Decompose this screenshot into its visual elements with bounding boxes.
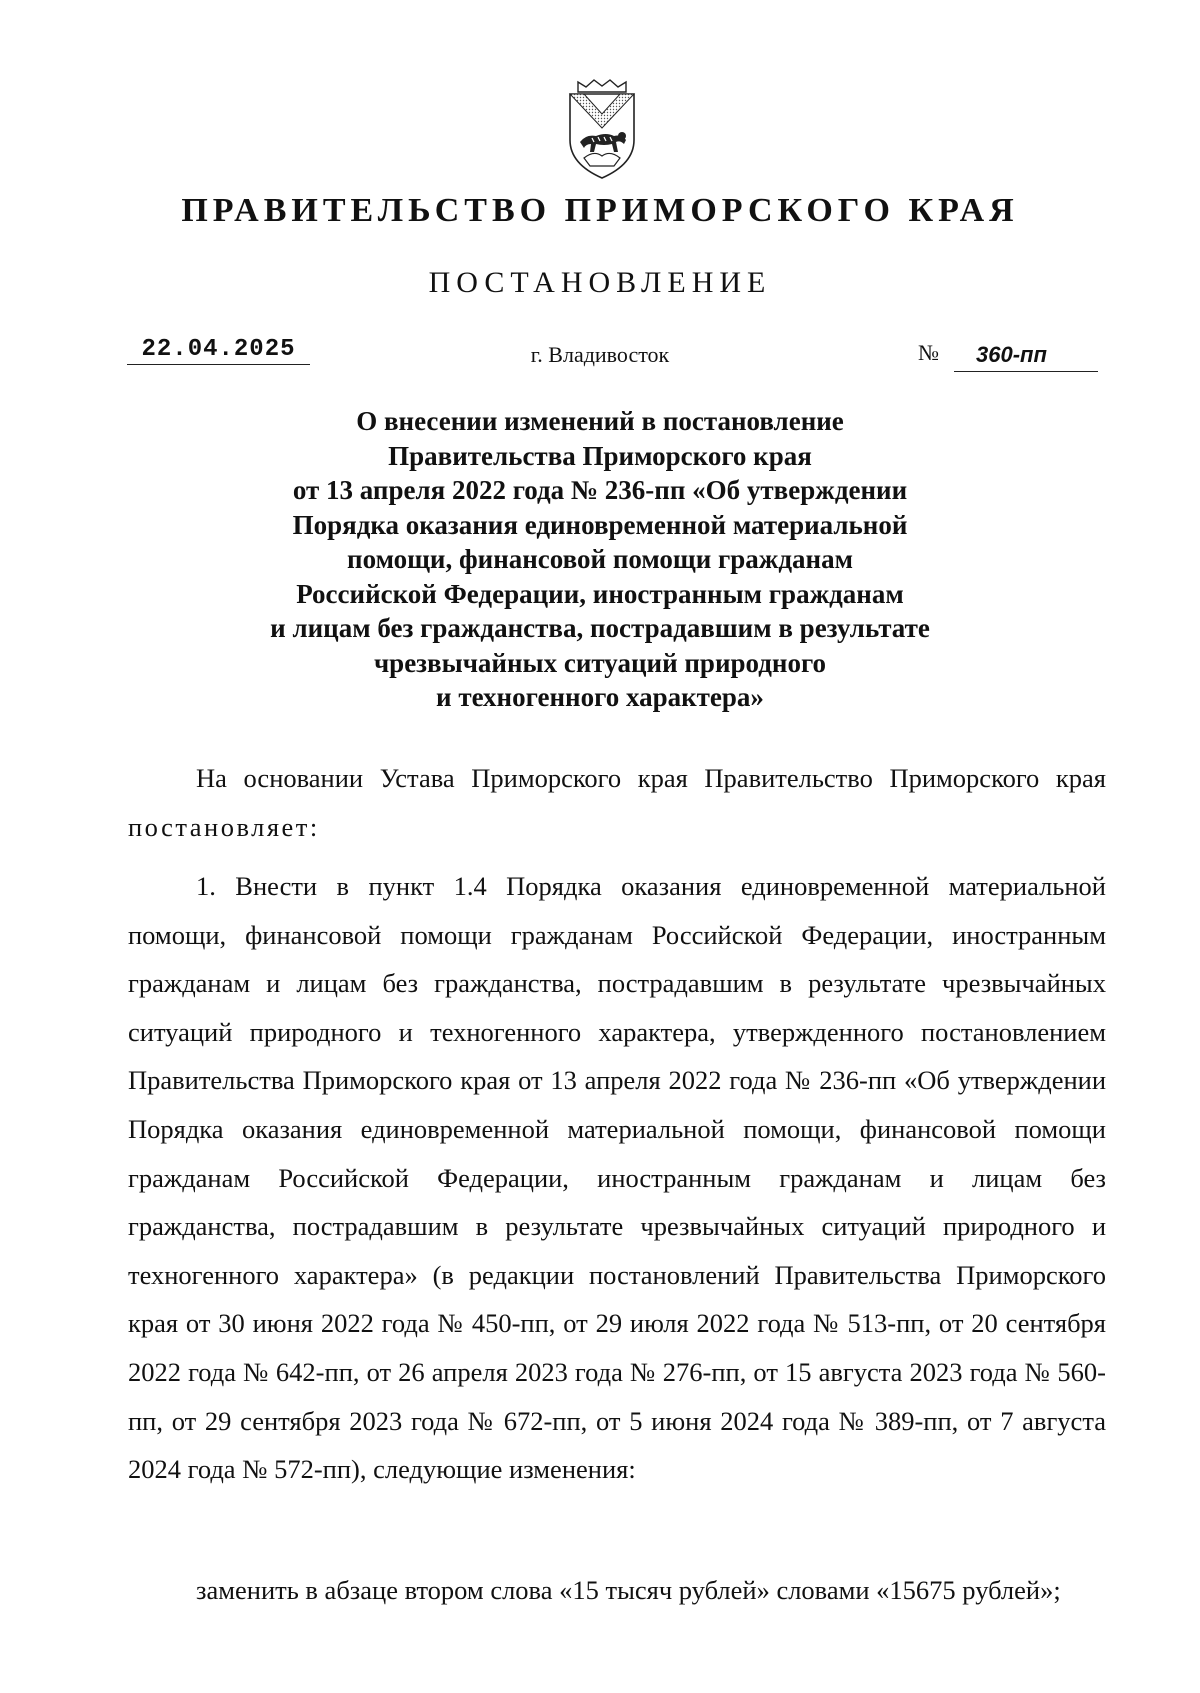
change-1-paragraph: заменить в абзаце втором слова «15 тысяч рублей» словами «15675 рублей»; [196, 1575, 1061, 1605]
preamble-paragraph [128, 754, 1106, 851]
heading-line: чрезвычайных ситуаций природного [373, 647, 827, 678]
heading-line: помощи, финансовой помощи гражданам [347, 544, 853, 574]
item-1-paragraph: 1. Внести в пункт 1.4 Порядка оказания единовременной материальной помощи, финансовой помощи гражданам Российской Федерации, иностранным гражданам и лицам без гражданства, пострадавшим в результате чрезвычайных ситуаций природного и техногенного характера, утвержденного постановлением Правительства Приморского края от 13 апреля 2022 года № 236-пп «Об утверждении Порядка оказания единовременной материальной помощи, финансовой помощи гражданам Российской Федерации, иностранным гражданам и лицам без гражданства, пострадавшим в результате чрезвычайных ситуаций природного и техногенного характера» (в редакции постановлений Правительства Приморского края от 30 июня 2022 года № 450-пп, от 29 июля 2022 года № 513-пп, от 20 сентября 2022 года № 642-пп, от 26 апреля 2023 года № 276-пп, от 15 августа 2023 года № 560-пп, от 29 сентября 2023 года № 672-пп, от 5 июня 2024 года № 389-пп, от 7 августа 2024 года № 572-пп), следующие изменения: [128, 871, 1106, 1485]
organization-title: ПРАВИТЕЛЬСТВО ПРИМОРСКОГО КРАЯ [181, 192, 1019, 229]
heading-line: Российской Федерации, иностранным гражданам [296, 578, 904, 609]
document-number-block [918, 340, 1098, 372]
document-number: 360-пп [954, 342, 1098, 372]
heading-line: Порядка оказания единовременной материальной [292, 509, 908, 540]
heading-line: и лицам без гражданства, пострадавшим в результате [270, 613, 930, 643]
heading-line: и техногенного характера» [436, 682, 764, 712]
document-city: г. Владивосток [530, 342, 670, 367]
preamble-text: На основании Устава Приморского края Правительство Приморского края [196, 763, 1106, 793]
heading-line: О внесении изменений в постановление [356, 406, 844, 436]
heading-line: от 13 апреля 2022 года № 236-пп «Об утверждении [292, 475, 908, 505]
document-heading [150, 404, 1050, 715]
document-date: 22.04.2025 [127, 336, 310, 365]
number-sign: № [918, 340, 939, 365]
heading-line: Правительства Приморского края [388, 440, 812, 471]
preamble-decree-word: постановляет: [128, 811, 320, 842]
coat-of-arms-icon [564, 78, 640, 182]
document-type: ПОСТАНОВЛЕНИЕ [428, 266, 772, 299]
